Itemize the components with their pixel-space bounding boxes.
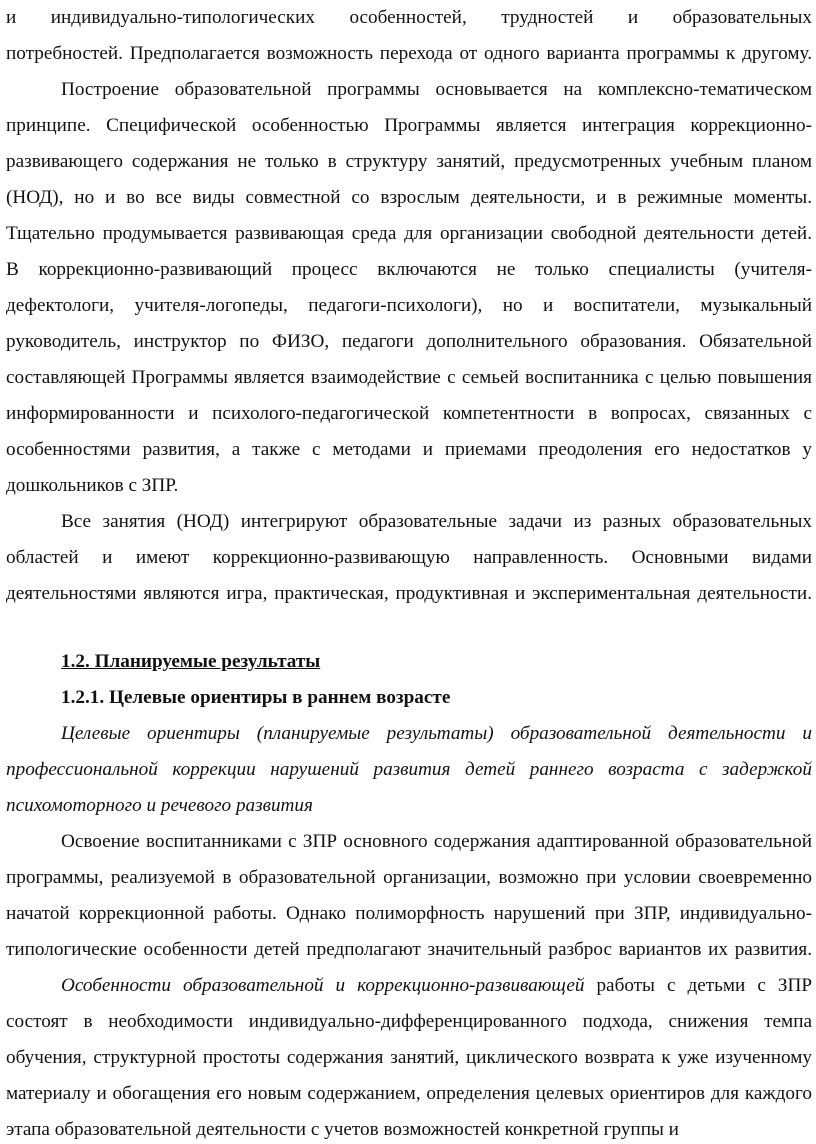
paragraph-line: особенностями развития, а также с методами и приемами преодоления его недостатков у	[6, 439, 812, 460]
paragraph-line: В коррекционно-развивающий процесс включаются не только специалисты (учителя-	[6, 259, 812, 280]
italic-phrase: Особенности образовательной и коррекционно-развивающей	[61, 975, 585, 996]
paragraph-line: дошкольников с ЗПР.	[6, 475, 179, 496]
paragraph-line: областей и имеют коррекционно-развивающую направленность. Основными видами	[6, 547, 812, 568]
paragraph-line: обучения, структурной простоты содержания занятий, циклического возврата к уже изученному	[6, 1047, 812, 1068]
paragraph-line: потребностей. Предполагается возможность перехода от одного варианта программы к другому.	[6, 43, 812, 64]
paragraph-line: типологические особенности детей предполагают значительный разброс вариантов их развития.	[6, 939, 812, 960]
paragraph-line: дефектологи, учителя-логопеды, педагоги-психологи), но и воспитатели, музыкальный	[6, 295, 812, 316]
paragraph-line: принципе. Специфической особенностью Программы является интеграция коррекционно-	[6, 115, 812, 136]
paragraph-line: Тщательно продумывается развивающая среда для организации свободной деятельности детей.	[6, 223, 812, 244]
paragraph-line: начатой коррекционной работы. Однако полиморфность нарушений при ЗПР, индивидуально-	[6, 903, 812, 924]
paragraph-line: развивающего содержания не только в структуру занятий, предусмотренных учебным планом	[6, 151, 812, 172]
paragraph-line: Освоение воспитанниками с ЗПР основного содержания адаптированной образовательной	[61, 831, 812, 852]
paragraph-line: состоят в необходимости индивидуально-дифференцированного подхода, снижения темпа	[6, 1011, 812, 1032]
paragraph-line: руководитель, инструктор по ФИЗО, педагоги дополнительного образования. Обязательной	[6, 331, 812, 352]
paragraph-line: этапа образовательной деятельности с учетов возможностей конкретной группы и	[6, 1119, 679, 1140]
paragraph-line: составляющей Программы является взаимодействие с семьей воспитанника с целью повышения	[6, 367, 812, 388]
italic-caption-line: Целевые ориентиры (планируемые результаты) образовательной деятельности и	[61, 723, 812, 744]
paragraph-line: Все занятия (НОД) интегрируют образовательные задачи из разных образовательных	[61, 511, 812, 532]
italic-caption-line: профессиональной коррекции нарушений развития детей раннего возраста с задержкой	[6, 759, 812, 780]
paragraph-line: программы, реализуемой в образовательной организации, возможно при условии своевременно	[6, 867, 812, 888]
section-heading: 1.2. Планируемые результаты	[61, 651, 321, 672]
italic-caption-line: психомоторного и речевого развития	[6, 795, 313, 816]
paragraph-line	[61, 972, 812, 1000]
text-run: работы с детьми с ЗПР	[596, 975, 812, 996]
paragraph-line: информированности и психолого-педагогической компетентности в вопросах, связанных с	[6, 403, 812, 424]
paragraph-line: и индивидуально-типологических особенностей, трудностей и образовательных	[6, 7, 812, 28]
paragraph-line: Построение образовательной программы основывается на комплексно-тематическом	[61, 79, 812, 100]
subsection-heading: 1.2.1. Целевые ориентиры в раннем возрасте	[61, 687, 451, 708]
paragraph-line: (НОД), но и во все виды совместной со взрослым деятельности, и в режимные моменты.	[6, 187, 812, 208]
paragraph-line: материалу и обогащения его новым содержанием, определения целевых ориентиров для каждого	[6, 1083, 812, 1104]
paragraph-line: деятельностями являются игра, практическая, продуктивная и экспериментальная деятельности.	[6, 583, 812, 604]
